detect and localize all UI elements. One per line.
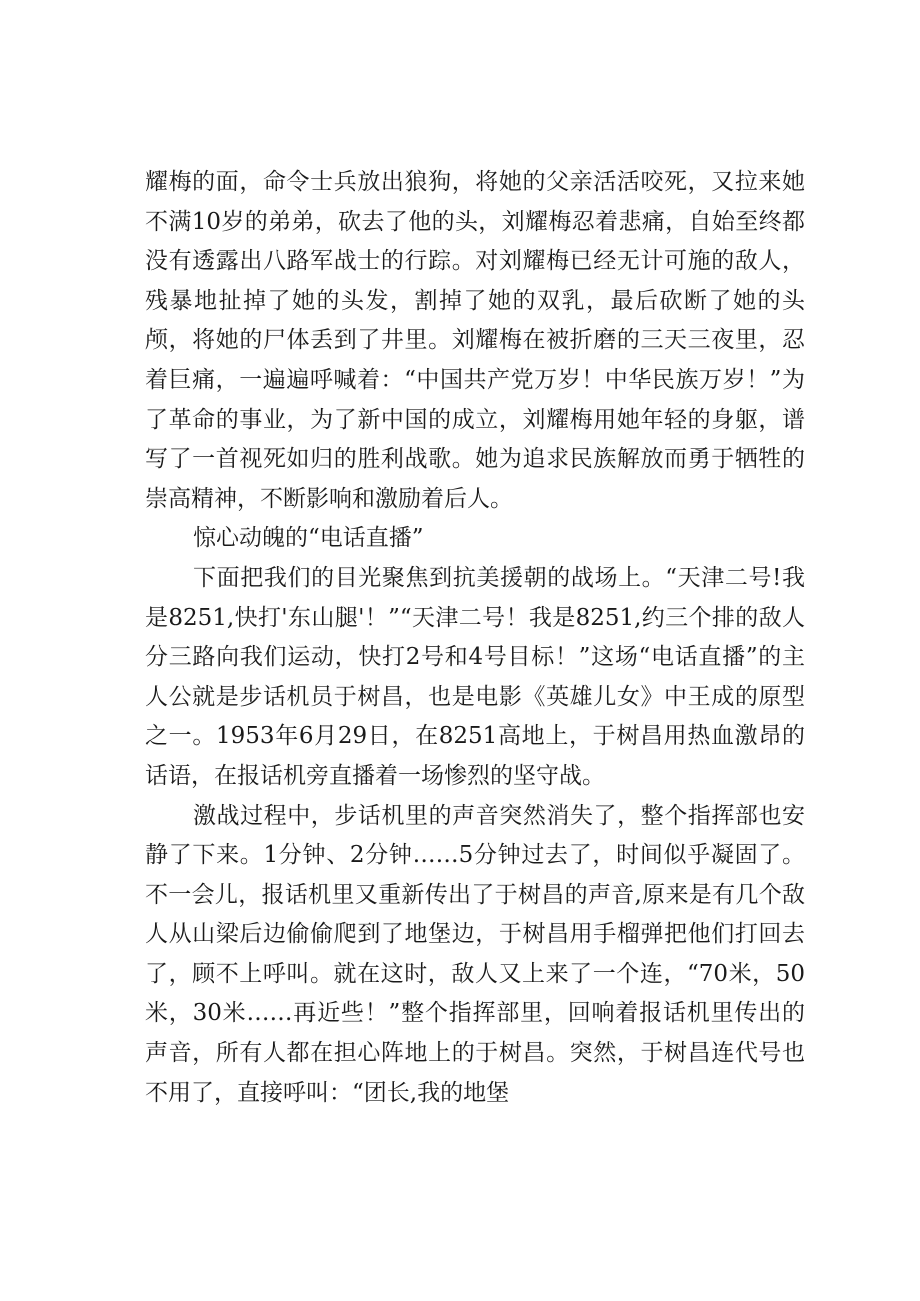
paragraph-phone-broadcast-intro: 下面把我们的目光聚焦到抗美援朝的战场上。“天津二号!我是8251,快打'东山腿'！”“天津二号！我是8251,约三个排的敌人分三路向我们运动，快打2号和4号目标！”这场“电话直播”的主人公就是步话机员于树昌，也是电影《英雄儿女》中王成的原型之一。1953年6月29日，在8251高地上，于树昌用热血激昂的话语，在报话机旁直播着一场惨烈的坚守战。 — [145, 564, 805, 789]
paragraph-liu-yaomei: 耀梅的面，命令士兵放出狼狗，将她的父亲活活咬死，又拉来她不满10岁的弟弟，砍去了他的头，刘耀梅忍着悲痛，自始至终都没有透露出八路军战士的行踪。对刘耀梅已经无计可施的敌人，残暴地扯掉了她的头发，割掉了她的双乳，最后砍断了她的头颅，将她的尸体丢到了井里。刘耀梅在被折磨的三天三夜里，忍着巨痛，一遍遍呼喊着：“中国共产党万岁！中华民族万岁！”为了革命的事业，为了新中国的成立，刘耀梅用她年轻的身躯，谱写了一首视死如归的胜利战歌。她为追求民族解放而勇于牺牲的崇高精神，不断影响和激励着后人。 — [145, 169, 805, 512]
section-heading: 惊心动魄的“电话直播” — [193, 525, 424, 552]
article-body — [145, 163, 805, 1113]
paragraph-battle-process: 激战过程中，步话机里的声音突然消失了，整个指挥部也安静了下来。1分钟、2分钟……5分钟过去了，时间似乎凝固了。不一会儿，报话机里又重新传出了于树昌的声音,原来是有几个敌人从山梁后边偷偷爬到了地堡边，于树昌用手榴弹把他们打回去了，顾不上呼叫。就在这时，敌人又上来了一个连，“70米，50米，30米……再近些！”整个指挥部里，回响着报话机里传出的声音，所有人都在担心阵地上的于树昌。突然，于树昌连代号也不用了，直接呼叫：“团长,我的地堡 — [145, 802, 805, 1106]
